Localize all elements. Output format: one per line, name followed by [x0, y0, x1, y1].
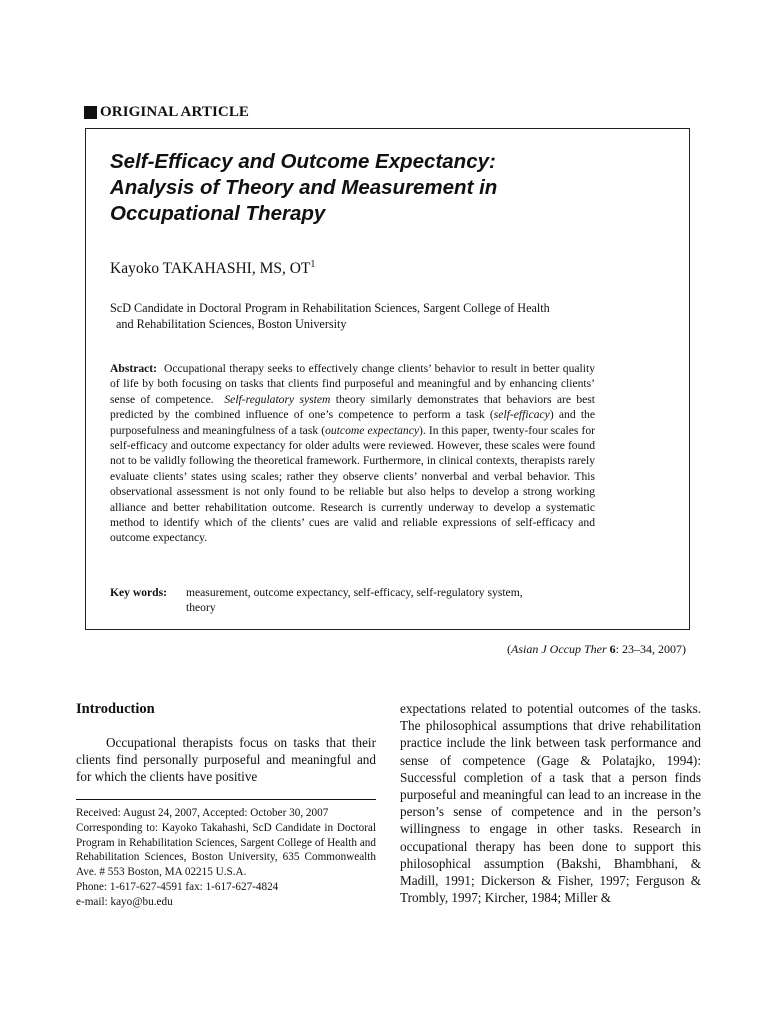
footnote-email: e-mail: kayo@bu.edu	[76, 895, 173, 908]
footnote	[76, 806, 376, 910]
abstract-text-2: theory similarly demonstrates that behaviors are best predicted by the combined influence of one’s competence to perform a task (	[110, 392, 596, 422]
section-heading-introduction: Introduction	[76, 701, 155, 717]
abstract-text-3: ) and the purposefulness and meaningfulness of a task (	[110, 408, 595, 437]
citation-journal: Asian J Occup Ther	[511, 642, 607, 656]
abstract-term-self-efficacy: self-efficacy	[493, 408, 550, 422]
abstract-text-4: ). In this paper, twenty-four scales for self-efficacy and outcome expectancy for older adults were reviewed. However, these scales were found not to be validly following the theoretical framework. Furthermore, in clinical contexts, therapists rarely evaluate clients’ states using scales; rather they observe clients’ nonverbal and verbal behavior. This observational assessment is not only found to be reliable but also helps to develop a strong working alliance and better rehabilitation outcome. Research is currently underway to develop a systematic method to identify which of the clients’ cues are valid and reliable expressions of self-efficacy and outcome expectancy.	[110, 423, 595, 545]
section-tag-label: ORIGINAL ARTICLE	[100, 104, 250, 120]
abstract	[110, 361, 595, 546]
footnote-divider	[76, 799, 376, 800]
citation-volume: 6	[609, 642, 616, 656]
keywords-line-2: theory	[186, 601, 216, 615]
affiliation-line-2: and Rehabilitation Sciences, Boston University	[116, 317, 347, 331]
author-affiliation-mark: 1	[310, 259, 316, 270]
abstract-label: Abstract:	[110, 362, 158, 375]
article-title	[110, 149, 630, 227]
abstract-term-outcome-expectancy: outcome expectancy	[325, 423, 419, 437]
affiliation	[110, 300, 610, 332]
citation-pages-year: : 23–34, 2007)	[615, 642, 686, 656]
footnote-phone: Phone: 1-617-627-4591 fax: 1-617-627-4824	[76, 880, 279, 893]
right-column-text: expectations related to potential outcomes of the tasks. The philosophical assumptions that drive rehabilitation practice include the link between task performance and sense of competence (Gage & Polatajko, 1994): Successful completion of a task that a person finds purposeful and meaningful can lead to an increase in the person’s sense of competence and in the person’s willingness to engage in other tasks. Research in occupational therapy has been done to support this philosophical assumption (Bakshi, Bhambhani, & Madill, 1991; Dickerson & Fisher, 1997; Ferguson & Trombly, 1997; Kircher, 1984; Miller &	[400, 701, 701, 906]
affiliation-line-1: ScD Candidate in Doctoral Program in Rehabilitation Sciences, Sargent College of Health	[110, 301, 550, 315]
keywords-values	[186, 585, 523, 616]
title-line-2: Analysis of Theory and Measurement in	[110, 176, 498, 199]
journal-citation	[507, 642, 686, 657]
title-line-3: Occupational Therapy	[110, 202, 326, 225]
author-name: Kayoko TAKAHASHI, MS, OT	[110, 260, 311, 278]
square-bullet-icon	[84, 106, 97, 119]
keywords-label: Key words:	[110, 586, 167, 599]
author-line	[110, 259, 315, 278]
footnote-received: Received: August 24, 2007, Accepted: October 30, 2007	[76, 807, 329, 819]
title-line-1: Self-Efficacy and Outcome Expectancy:	[110, 150, 496, 173]
citation-open: (	[507, 642, 511, 656]
footnote-corresponding: Corresponding to: Kayoko Takahashi, ScD Candidate in Doctoral Program in Rehabilitation Sciences, Sargent College of Health and Rehabilitation Sciences, Boston University, 635 Commonwealth Ave. # 553 Boston, MA 02215 U.S.A.	[76, 821, 376, 879]
section-tag	[84, 104, 249, 121]
abstract-term-self-regulatory-system: Self-regulatory system	[224, 392, 331, 406]
keywords	[110, 585, 590, 616]
keywords-line-1: measurement, outcome expectancy, self-efficacy, self-regulatory system,	[186, 586, 523, 599]
abstract-text-1: Occupational therapy seeks to effectively change clients’ behavior to result in better quality of life by both focusing on tasks that clients find purposeful and meaningful and by enhancing clients’ sense of competence.	[110, 362, 595, 406]
intro-paragraph: Occupational therapists focus on tasks that their clients find personally purposeful and meaningful and for which the clients have positive	[76, 735, 376, 785]
